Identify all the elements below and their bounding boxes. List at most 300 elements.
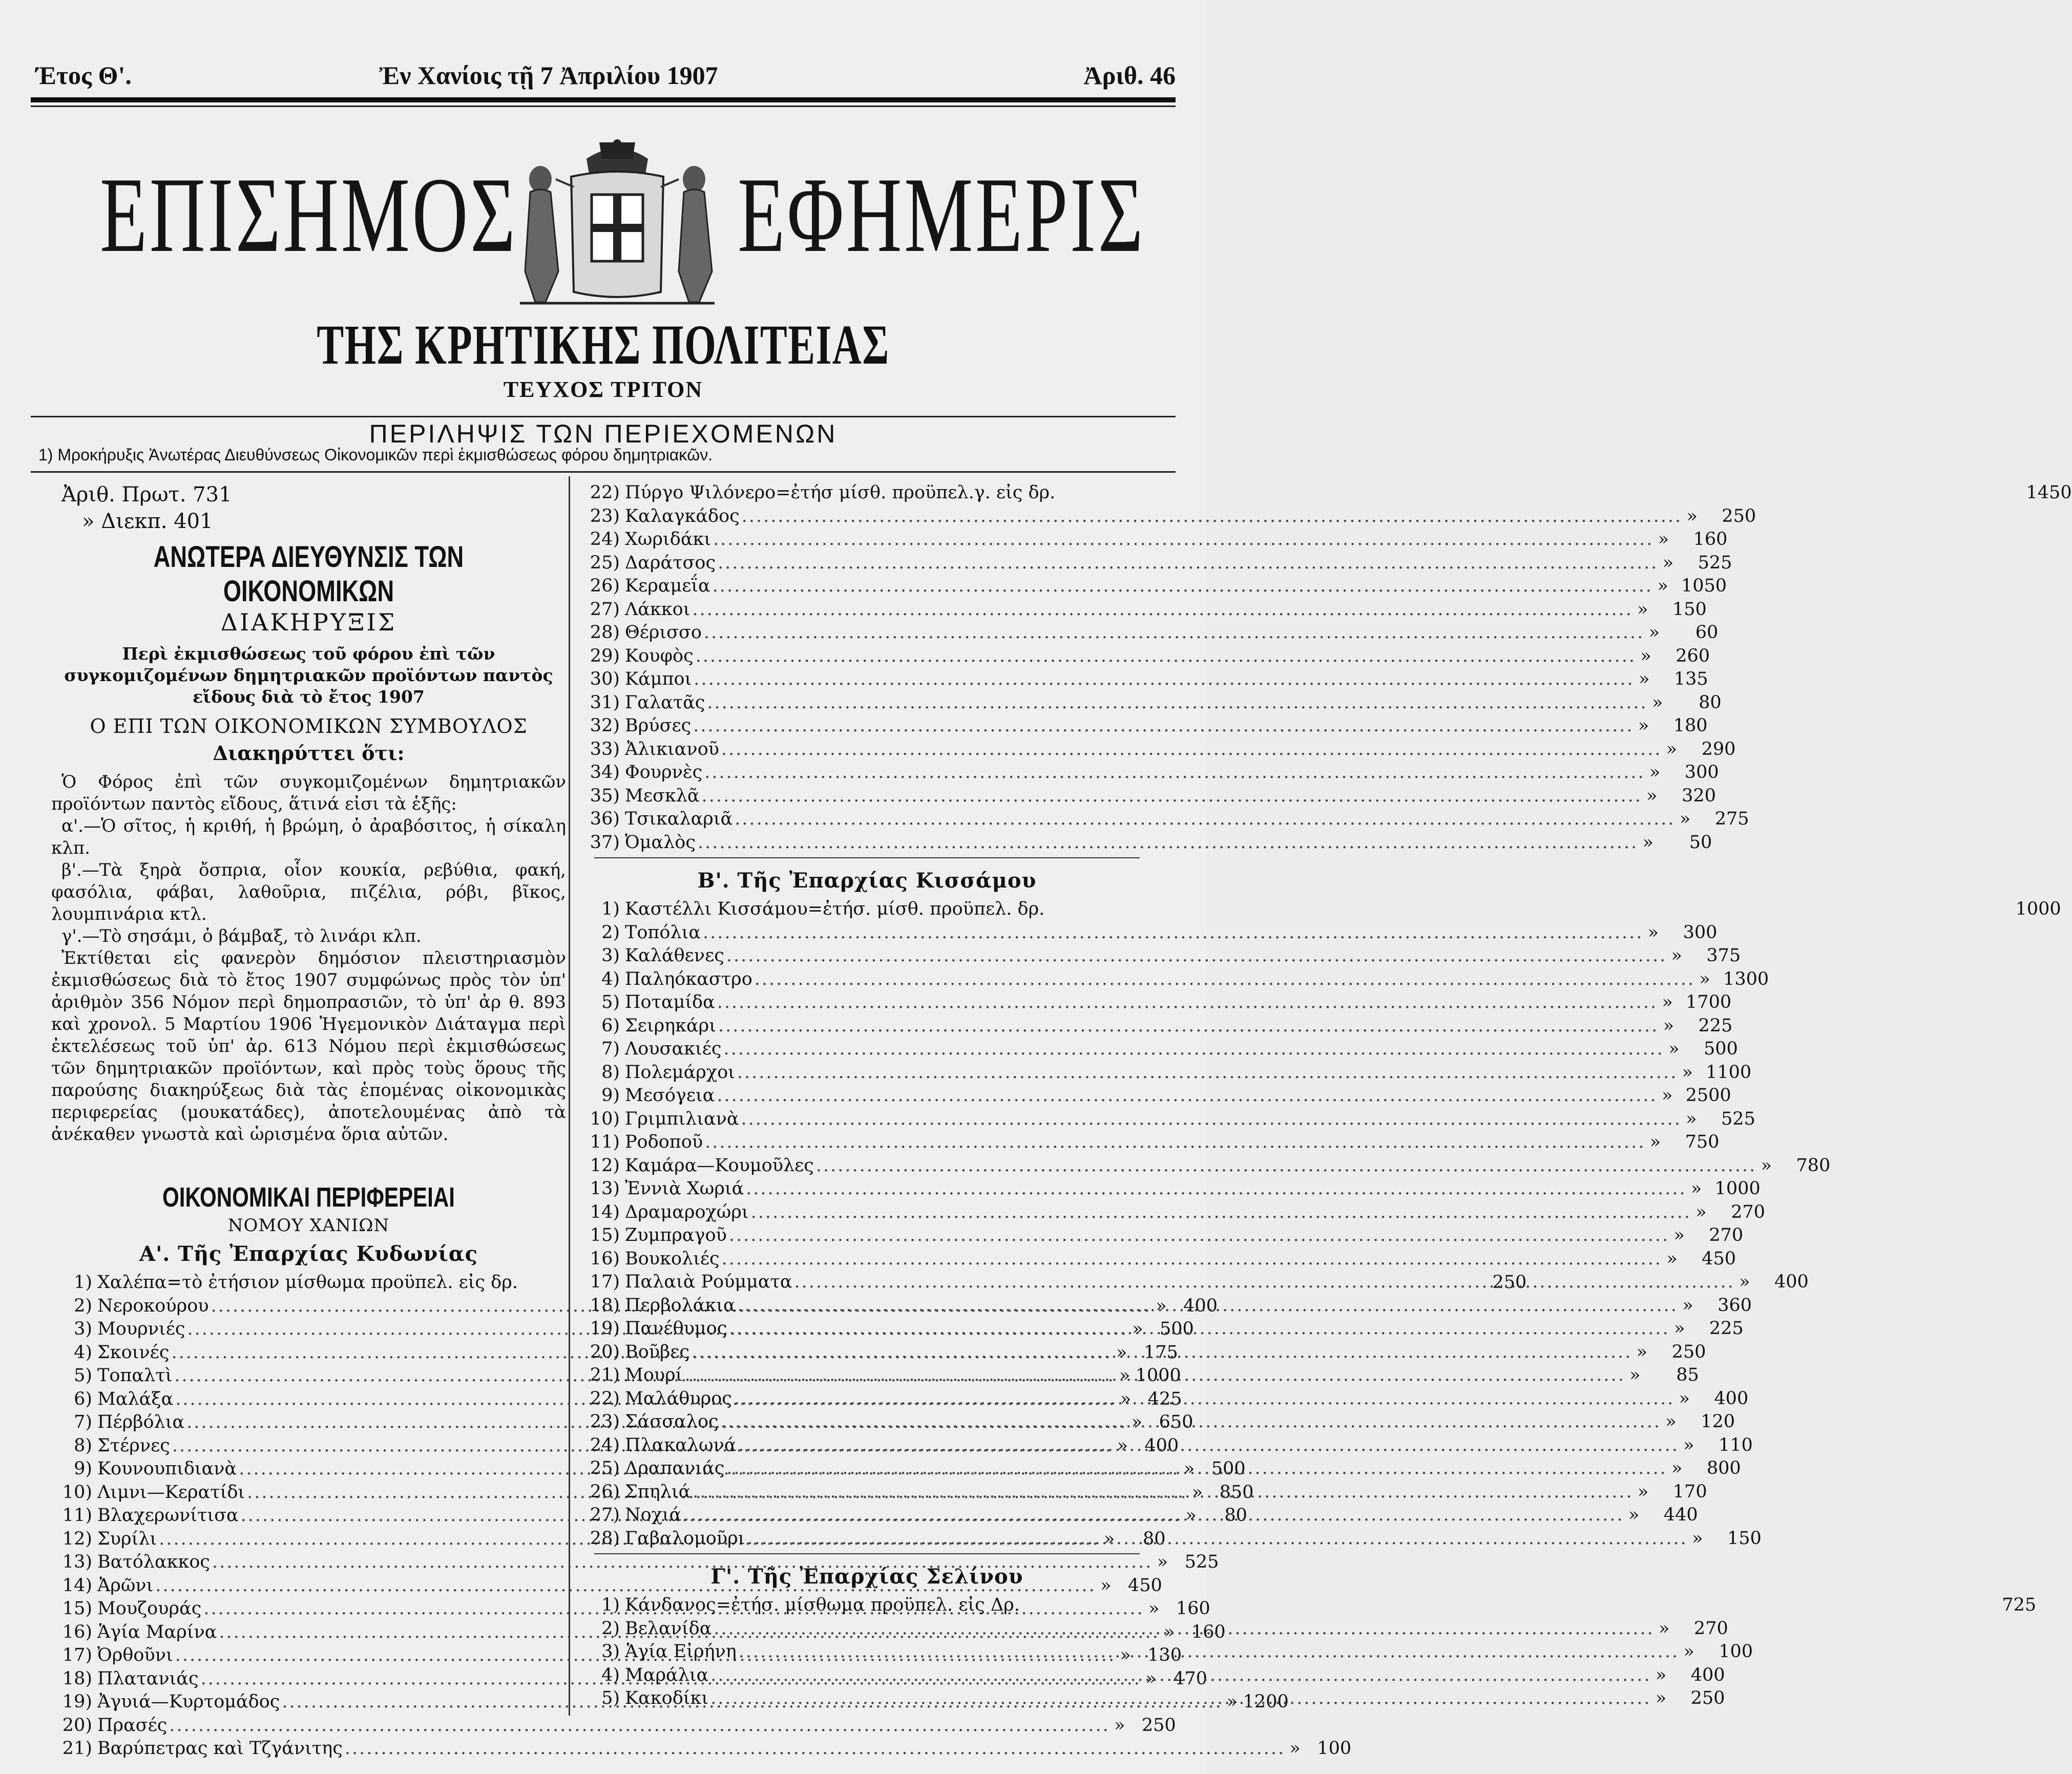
district-name: Σειρηκάρι [625,1015,716,1036]
row-number: 8) [74,1435,92,1456]
district-name: Βαρύπετρας καὶ Τζγάνιτης [97,1738,343,1759]
district-name: Θέρισσο [625,622,702,643]
dot-leader [702,621,1646,645]
ditto-mark: » [1686,1108,1697,1129]
ditto-mark: » [1117,1435,1128,1456]
top-rule [31,97,1176,102]
district-name: Νοχιά [625,1505,682,1525]
row-number: 18) [62,1668,92,1689]
ditto-mark: » [1157,1552,1168,1572]
ditto-mark: » [1637,599,1648,620]
row-number: 7) [601,1039,620,1059]
district-row [51,1714,1176,1738]
ditto-mark: » [1673,1318,1685,1339]
ditto-mark: » [1682,1295,1693,1316]
dot-leader [752,968,1697,991]
declares-label: Διακηρύττει ὅτι: [213,742,405,765]
dot-leader [700,785,1644,808]
ditto-mark: » [1156,1295,1167,1316]
row-number: 19) [590,1318,620,1339]
ditto-mark: » [1699,968,1710,989]
dot-leader [696,831,1640,855]
row-number: 25) [590,1458,620,1479]
row-number: 23) [590,505,620,526]
row-number: 14) [62,1575,92,1596]
ditto-mark: » [1686,505,1698,526]
dot-leader [702,761,1647,785]
ditto-mark: » [1131,1412,1143,1432]
rent-value: 160 [1693,529,1728,550]
dot-leader [694,645,1638,668]
dot-leader [736,1294,1680,1318]
rent-value: 375 [1706,945,1741,966]
district-name: Πέρβόλια [97,1412,185,1432]
district-name: Γαβαλομοῦρι [625,1528,745,1549]
district-row [579,691,1722,715]
district-name: Δραμαροχώρι [625,1201,749,1222]
district-row [579,831,1712,855]
rent-value: 275 [1714,809,1749,829]
dot-leader [737,1640,1681,1664]
dot-leader [749,1201,1693,1224]
ditto-mark: » [1657,576,1668,596]
ditto-mark: » [1642,832,1654,853]
ditto-mark: » [1148,1598,1160,1619]
district-name: Ὀρθοῦνι [97,1645,173,1665]
dot-leader [719,1410,1663,1434]
coat-of-arms-emblem [510,138,725,307]
district-row [579,921,1718,945]
district-row [579,575,1727,598]
rent-value: 1300 [1723,968,1769,989]
district-name: Ποταμίδα [625,992,715,1012]
proclamation-paragraph: Ἐκτίθεται εἰς φανερὸν δημόσιον πλειστηριασμὸν ἐκμισθώσεως διὰ τὸ ἔτος 1907 συμφώνως πρὸς τὸν ὑπ' ἀριθμὸν 356 Νόμον περὶ δημοπρασιῶν, τὸ ὑπ' ἀρ θ. 893 καὶ χρονολ. 5 Μαρτίου 1906 Ἡγεμονικὸν Διάταγμα περὶ ἐκτελέσεως τοῦ ὑπ' ἀρ. 613 Νόμου περὶ ἐκμισθώσεως τῶν δημητριακῶν προϊόντων, καὶ πρὸς τοὺς ὅρους τῆς παρούσης διακηρύξεως διὰ τὰς ἑπομένας οἰκονομικὰς περιφερείας (μουκατάδες), ἀποτελουμένας ἀπὸ τὰ ἀνέκαθεν γνωστὰ καὶ ὡρισμένα ὅρια αὐτῶν. [51,948,566,1145]
row-number: 10) [590,1108,620,1129]
district-row [579,1131,1720,1154]
row-number: 2) [74,1295,92,1316]
district-name: Κακοδίκι [625,1688,709,1708]
row-number: 28) [590,1528,620,1549]
district-row [579,738,1736,762]
rent-value: 400 [1183,1295,1218,1316]
district-row [579,944,1741,968]
ditto-mark: » [1103,1528,1115,1549]
dot-leader [716,1015,1661,1038]
dot-leader [719,738,1664,762]
dot-leader [701,921,1645,945]
dot-leader [721,1038,1666,1061]
district-name: Κουνουπιδιανὰ [97,1459,237,1479]
row-number: 34) [590,762,620,783]
summary-bottom-rule [31,471,1176,473]
ditto-mark: » [1655,1664,1667,1685]
ditto-mark: » [1640,645,1651,666]
district-row [51,1737,1352,1761]
row-number: 17) [590,1272,620,1292]
district-name: Γαλατᾶς [625,692,705,713]
district-name: Παληόκαστρο [625,968,752,989]
district-row [579,1248,1736,1271]
dot-leader [732,1387,1677,1411]
row-number: 19) [62,1692,92,1712]
district-row [579,1038,1738,1061]
district-name: Περβολάκια [625,1295,736,1316]
rent-value: 300 [1684,762,1719,783]
dot-leader [708,1664,1653,1687]
rent-value: 250 [1671,1341,1706,1362]
row-number: 27) [590,599,620,620]
district-row [51,1551,1219,1574]
district-name: Λουσακιές [625,1039,722,1059]
summary-text: 1) Μροκήρυξις Ἀνωτέρας Διευθύνσεως Οἰκονομικῶν περὶ ἐκμισθώσεως φόρου δημητριακῶν. [38,446,713,464]
district-name: Μεσόγεια [625,1085,715,1106]
row-number: 12) [590,1155,620,1176]
ditto-mark: » [1119,1365,1131,1386]
district-name: Χαλέπα=τὸ ἐτήσιον μίσθωμα προϋπελ. εἰς δρ. [97,1272,518,1293]
summary-rule [31,416,1176,417]
district-row [579,968,1769,991]
district-row [579,761,1719,785]
ditto-mark: » [1739,1272,1750,1292]
ditto-mark: » [1665,1411,1677,1432]
dot-leader [705,691,1649,715]
district-name: Ἁγία Εἰρήνη [625,1641,737,1662]
dateline [31,60,1176,93]
row-number: 32) [590,715,620,736]
district-name: Χωριδάκι [625,529,711,550]
kydonia-list-continued [579,481,2072,854]
district-name: Λιμνι—Κερατίδι [97,1482,245,1503]
ditto-mark: » [1666,738,1678,759]
rent-value: 500 [1160,1319,1194,1339]
ditto-mark: » [1649,1132,1661,1152]
row-number: 3) [74,1319,92,1339]
ditto-mark: » [1628,1505,1640,1525]
ditto-mark: » [1668,1039,1680,1059]
district-row [579,991,1732,1015]
rent-value: 1050 [1681,576,1727,596]
dot-leader [683,1364,1627,1387]
dot-leader [708,1687,1653,1710]
section-divider-2 [594,1553,1140,1554]
row-number: 31) [590,692,620,713]
proclamation-subject: Περὶ ἐκμισθώσεως τοῦ φόρου ἐπὶ τῶν συγκομιζομένων δημητριακῶν προϊόντων παντὸς εἴδους διὰ τὸ ἔτος 1907 [64,644,553,707]
dot-leader [343,1737,1287,1761]
district-name: Τοπαλτὶ [97,1365,173,1386]
district-row [579,1108,1755,1131]
rent-value: 160 [1176,1598,1210,1619]
rent-value: 270 [1731,1201,1765,1222]
district-row [579,714,1708,738]
dot-leader [710,575,1655,598]
dot-leader [690,1481,1635,1504]
ditto-mark: » [1692,1528,1703,1549]
district-name: Πρασές [97,1715,168,1736]
district-name: Φουρνὲς [625,762,703,783]
proclamation-paragraph: α'.—Ὁ σῖτος, ἡ κριθή, ἡ βρώμη, ὁ ἀραβόσιτος, ἡ σίκαλη κλπ. [51,816,566,858]
row-number: 4) [601,1664,620,1685]
district-name: Ἀλικιανοῦ [625,738,720,759]
rent-value: 2500 [1685,1085,1731,1106]
dot-leader [739,1108,1684,1131]
district-row [579,1224,1744,1248]
protocol-number: Ἀριθ. Πρωτ. 731 [61,483,232,506]
rent-value: 130 [1147,1645,1182,1665]
dot-leader [724,944,1669,968]
ditto-mark: » [1683,1641,1694,1662]
ditto-mark: » [1120,1388,1132,1409]
ditto-mark: » [1227,1692,1238,1712]
district-name: Κάνδανος=ἐτήσ. μίσθωμα προϋπελ. εἰς Δρ. [625,1595,1020,1615]
rent-value: 450 [1127,1575,1162,1596]
row-number: 18) [590,1295,620,1316]
row-number: 25) [590,552,620,573]
row-number: 2) [601,922,620,943]
row-number: 13) [590,1178,620,1199]
row-number: 14) [590,1201,620,1222]
ditto-mark: » [1655,1688,1667,1708]
district-name: Λάκκοι [625,599,690,620]
district-row [579,598,1707,622]
issue-number: Ἀριθ. 46 [1083,61,1176,90]
rent-value: 150 [1672,599,1707,620]
ditto-mark: » [1662,552,1674,573]
district-row [579,1201,1765,1224]
district-row [579,481,2072,505]
rent-value: 260 [1676,645,1710,666]
district-row [579,1527,1762,1551]
dot-leader [737,1434,1681,1458]
rent-value: 450 [1702,1248,1736,1269]
row-number: 2) [601,1618,620,1639]
ditto-mark: » [1629,1365,1641,1385]
proclamation-paragraph: Ὁ Φόρος ἐπὶ τῶν συγκομιζομένων δημητριακῶν προϊόντων παντὸς εἴδους, ἅτινά εἰσι τὰ ἑξῆς: [51,772,566,814]
masthead-left-word: ΕΠΙΣΗΜΟΣ [100,156,518,274]
row-number: 20) [62,1715,92,1736]
row-number: 12) [62,1528,92,1549]
row-number: 29) [590,645,620,666]
row-number: 28) [590,622,620,643]
rent-value: 1000 [1714,1178,1761,1199]
ditto-mark: » [1647,922,1659,943]
district-name: Καστέλλι Κισσάμου=ἐτήσ. μίσθ. προϋπελ. δρ. [625,899,1045,919]
dot-leader [167,1714,1112,1738]
dot-leader [703,1131,1647,1154]
district-name: Συρίλι [97,1528,157,1549]
row-number: 9) [601,1085,620,1106]
district-row [579,1084,1731,1108]
district-row [579,645,1710,668]
rent-value: 80 [1143,1528,1166,1549]
dot-leader [715,1084,1659,1108]
district-name: Δραπανιάς [625,1458,725,1479]
rent-value: 175 [1143,1342,1178,1363]
dot-leader [735,1061,1680,1085]
district-row [579,1061,1752,1085]
ditto-mark: » [1637,1481,1649,1502]
row-number: 36) [590,809,620,829]
rent-value: 1200 [1243,1692,1289,1712]
rent-value: 110 [1719,1434,1753,1455]
ditto-mark: » [1638,669,1650,689]
row-number: 17) [62,1645,92,1665]
row-number: 5) [601,1688,620,1708]
district-name: Πολεμάρχοι [625,1062,735,1083]
row-number: 6) [74,1388,92,1409]
row-number: 9) [74,1459,92,1479]
row-number: 1) [601,899,620,919]
ditto-mark: » [1690,1178,1702,1199]
ditto-mark: » [1682,1062,1693,1083]
row-number: 22) [590,482,620,503]
district-name: Μαλάθυρος [625,1388,732,1409]
row-number: 16) [590,1248,620,1269]
row-number: 23) [590,1411,620,1432]
rent-value: 780 [1796,1155,1831,1176]
row-number: 20) [590,1341,620,1362]
dispatch-number: » Διεκπ. 401 [82,510,213,533]
row-number: 21) [62,1738,92,1759]
rent-value: 50 [1689,832,1712,853]
rent-value: 1700 [1686,992,1732,1012]
masthead [77,138,1145,312]
rent-value: 525 [1698,552,1732,573]
rent-value: 60 [1695,622,1719,643]
official-title: Ο ΕΠΙ ΤΩΝ ΟΙΚΟΝΟΜΙΚΩΝ ΣΥΜΒΟΥΛΟΣ [90,715,528,737]
rent-value: 290 [1701,738,1736,759]
dot-leader [727,1317,1671,1341]
district-name: Κάμποι [625,669,692,689]
district-name: Μουζουράς [97,1598,202,1619]
rent-value: 225 [1709,1318,1744,1339]
district-row [579,528,1728,552]
row-number: 10) [62,1482,92,1503]
district-name: Μεσκλᾶ [625,785,700,806]
district-row [579,1177,1761,1201]
district-row [579,785,1716,808]
ditto-mark: » [1100,1575,1112,1596]
district-name: Δαράτσος [625,552,716,573]
rent-value: 470 [1173,1668,1207,1689]
row-number: 1) [601,1595,620,1615]
rent-value: 250 [1141,1715,1176,1736]
ditto-mark: » [1679,1388,1690,1409]
issue-type: ΤΕΥΧΟΣ ΤΡΙΤΟΝ [503,377,703,402]
dot-leader [792,1271,1736,1294]
dot-leader [720,1248,1664,1271]
district-name: Βοῦβες [625,1341,690,1362]
rent-value: 400 [1690,1664,1725,1685]
place-date: Ἐν Χανίοις τῇ 7 Ἀπριλίου 1907 [379,61,718,90]
eparchy-kydonia-heading: Α'. Τῆς Ἐπαρχίας Κυδωνίας [139,1242,478,1266]
ditto-mark: » [1289,1738,1301,1759]
district-name: Καλάθενες [625,945,724,966]
ditto-mark: » [1638,715,1649,736]
proclamation-paragraph: β'.—Τὰ ξηρὰ ὄσπρια, οἷον κουκία, ρεβύθια, φακή, φασόλια, φάβαι, λαθοῦρια, πιζέλια, ρόβι, βῖκος, λουμπινάρια κτλ. [51,860,566,924]
dot-leader [716,552,1660,575]
ditto-mark: » [1673,1225,1685,1245]
rent-value: 250 [1690,1688,1725,1708]
masthead-subtitle: ΤΗΣ ΚΡΗΤΙΚΗΣ ΠΟΛΙΤΕΙΑΣ [317,313,890,376]
ditto-mark: » [1116,1342,1127,1363]
ditto-mark: » [1114,1715,1125,1736]
rent-value: 400 [1144,1435,1179,1456]
rent-value: 100 [1317,1738,1352,1759]
row-number: 5) [601,992,620,1012]
ditto-mark: » [1651,692,1663,713]
row-number: 11) [590,1132,620,1152]
row-number: 33) [590,738,620,759]
ditto-mark: » [1120,1645,1131,1665]
rent-value: 180 [1673,715,1708,736]
district-name: Μουρί [625,1365,683,1385]
district-row [579,1015,1733,1038]
masthead-right-word: ΕΦΗΜΕΡΙΣ [738,156,1145,274]
eparchy-kissamos-heading: Β'. Τῆς Ἐπαρχίας Κισσάμου [697,869,1037,893]
district-name: Βελανίδα [625,1618,712,1639]
ditto-mark: » [1761,1155,1772,1176]
ditto-mark: » [1659,1618,1670,1639]
rent-value: 525 [1721,1108,1755,1129]
ditto-mark: » [1183,1459,1195,1479]
rent-value: 440 [1663,1505,1698,1525]
ditto-mark: » [1636,1341,1648,1362]
row-number: 24) [590,529,620,550]
rent-value: 135 [1673,669,1708,689]
rent-value: 300 [1683,922,1718,943]
district-name: Ἐννιὰ Χωριά [625,1178,744,1199]
district-name: Βουκολιές [625,1248,720,1269]
row-number: 13) [62,1552,92,1572]
rent-value: 400 [1774,1272,1809,1292]
top-rule-thin [31,105,1176,107]
district-name: Τσικαλαριᾶ [625,809,733,829]
rent-value: 270 [1693,1618,1728,1639]
rent-value: 850 [1219,1482,1254,1503]
row-number: 26) [590,1481,620,1502]
district-name: Παλαιὰ Ρούμματα [625,1272,792,1292]
rent-value: 425 [1147,1388,1182,1409]
dot-leader [690,598,1635,622]
district-row [579,505,1756,529]
rent-value: 320 [1682,785,1716,806]
dot-leader [691,714,1636,738]
district-name: Πύργο Ψιλόνερο=ἐτήσ μίσθ. προϋπελ.γ. εἰς δρ. [625,482,1056,503]
summary-heading: ΠΕΡΙΛΗΨΙΣ ΤΩΝ ΠΕΡΙΕΧΟΜΕΝΩΝ [369,419,838,448]
rent-value: 100 [1719,1641,1753,1662]
district-name: Στέρνες [97,1435,170,1456]
rent-value: 160 [1191,1621,1226,1642]
dot-leader [711,1617,1656,1641]
eparchy-selino-heading: Γ'. Τῆς Ἐπαρχίας Σελίνου [710,1565,1023,1589]
district-name: Σκοινές [97,1342,170,1363]
financial-districts-heading: ΟΙΚΟΝΟΜΙΚΑΙ ΠΕΡΙΦΕΡΕΙΑΙ [162,1182,455,1213]
dot-leader [689,1341,1634,1364]
dot-leader [740,505,1684,529]
rent-value: 250 [1722,505,1756,526]
rent-value: 120 [1701,1411,1735,1432]
district-name: Πανέθυμος [625,1318,727,1339]
ditto-mark: » [1658,529,1669,550]
district-row [579,1154,1831,1178]
row-number: 4) [74,1342,92,1363]
rent-value: 80 [1699,692,1722,713]
rent-value: 360 [1718,1295,1752,1316]
dot-leader [727,1224,1671,1248]
rent-value: 400 [1714,1388,1749,1409]
district-name: Νεροκούρου [97,1295,209,1316]
ditto-mark: » [1663,1015,1674,1036]
